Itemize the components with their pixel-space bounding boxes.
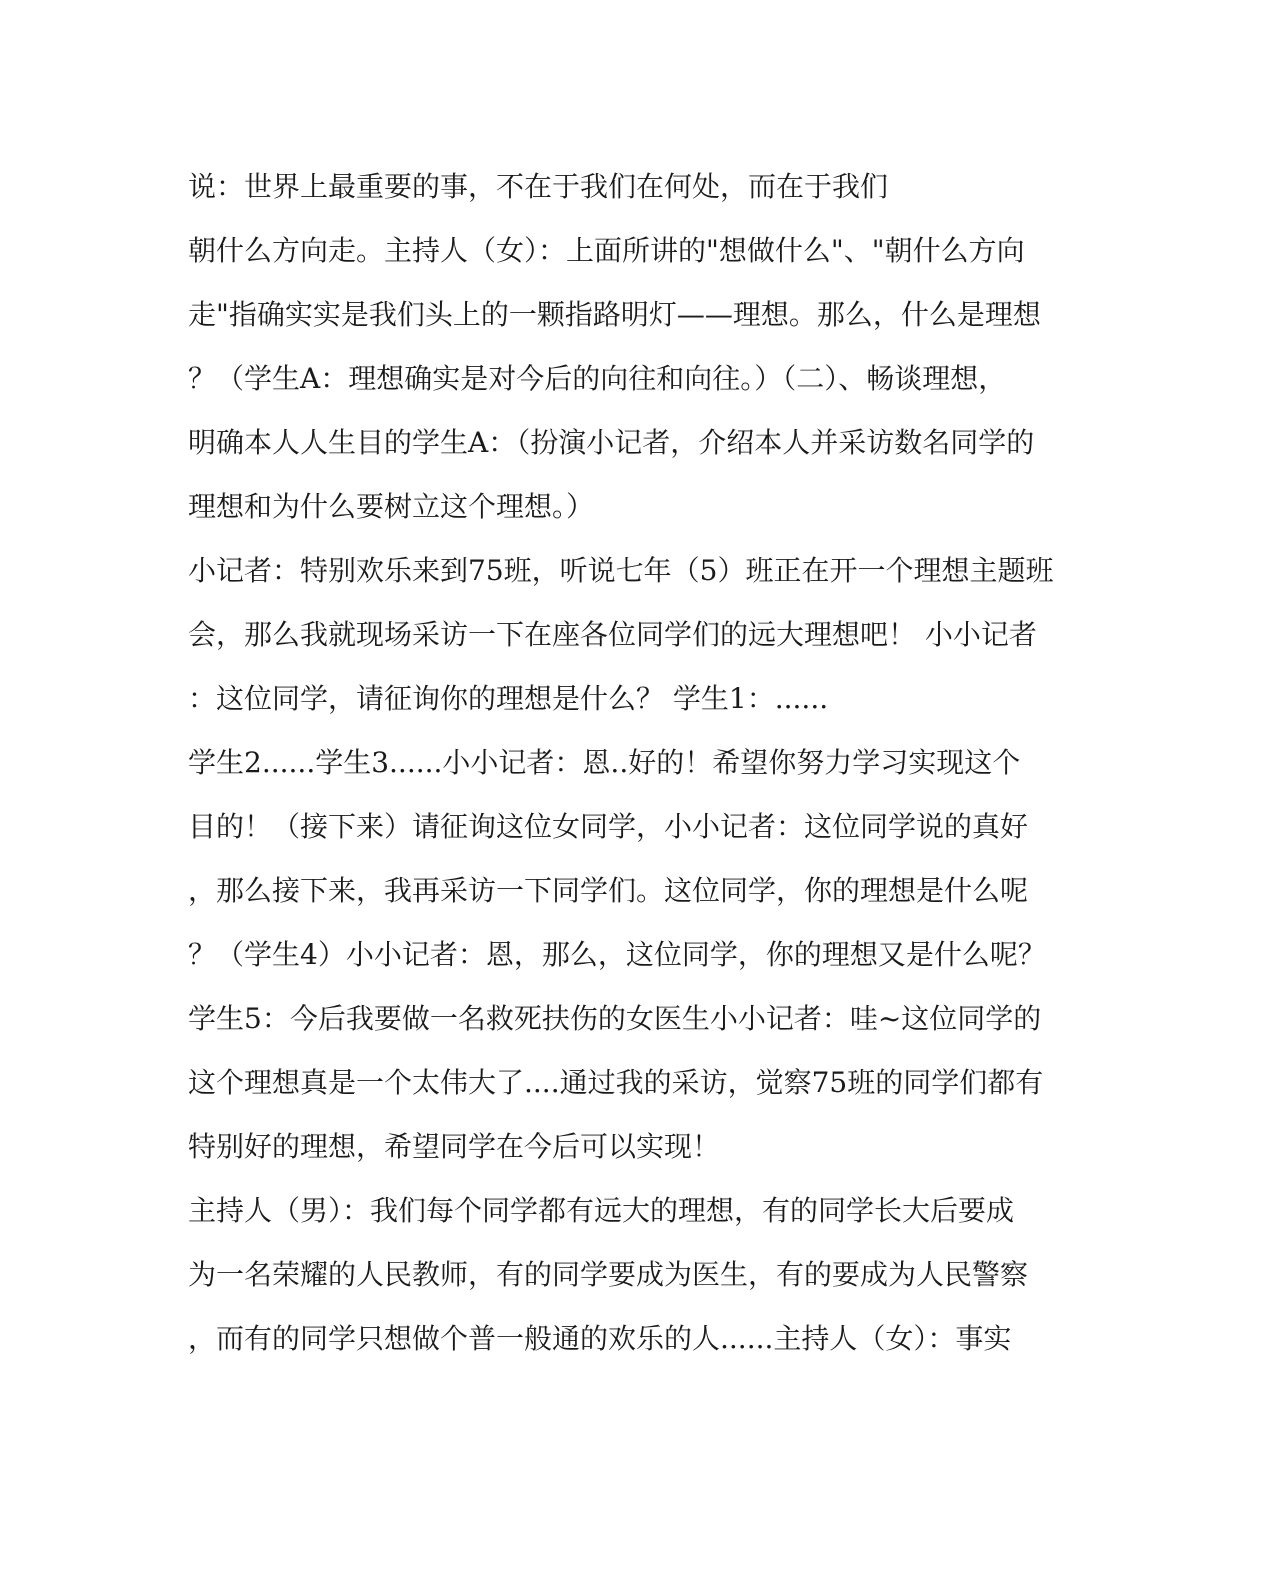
text-line: 特别好的理想，希望同学在今后可以实现！ (188, 1130, 721, 1163)
text-line: ？（学生4）小小记者：恩，那么，这位同学，你的理想又是什么呢？ (188, 938, 1046, 971)
text-line: 主持人（男）：我们每个同学都有远大的理想，有的同学长大后要成 (188, 1194, 1015, 1227)
text-line: 学生2......学生3......小小记者：恩..好的！希望你努力学习实现这个 (188, 746, 1021, 779)
text-line: 这个理想真是一个太伟大了....通过我的采访，觉察75班的同学们都有 (188, 1066, 1044, 1099)
text-line: 目的！（接下来）请征询这位女同学，小小记者：这位同学说的真好 (188, 810, 1029, 843)
text-line: ：这位同学，请征询你的理想是什么？ 学生1：...... (188, 682, 829, 715)
text-line: ，而有的同学只想做个普一般通的欢乐的人......主持人（女）：事实 (188, 1322, 1012, 1355)
text-line: 会，那么我就现场采访一下在座各位同学们的远大理想吧！ 小小记者 (188, 618, 1037, 651)
text-line: 为一名荣耀的人民教师，有的同学要成为医生，有的要成为人民警察 (188, 1258, 1029, 1291)
text-line: ？（学生A：理想确实是对今后的向往和向往。）（二）、畅谈理想， (188, 362, 1007, 395)
text-line: 走"指确实实是我们头上的一颗指路明灯——理想。那么，什么是理想 (188, 298, 1041, 331)
document-body (188, 162, 1068, 1378)
text-line: 理想和为什么要树立这个理想。） (188, 490, 595, 523)
text-line: 小记者：特别欢乐来到75班，听说七年（5）班正在开一个理想主题班 (188, 554, 1054, 587)
text-line: 说：世界上最重要的事，不在于我们在何处，而在于我们 (188, 170, 889, 203)
text-line: 明确本人人生目的学生A：（扮演小记者，介绍本人并采访数名同学的 (188, 426, 1035, 459)
text-line: 学生5：今后我要做一名救死扶伤的女医生小小记者：哇~这位同学的 (188, 1002, 1042, 1035)
text-line: ，那么接下来，我再采访一下同学们。这位同学，你的理想是什么呢 (188, 874, 1029, 907)
text-line: 朝什么方向走。主持人（女）：上面所讲的"想做什么"、"朝什么方向 (188, 234, 1025, 267)
